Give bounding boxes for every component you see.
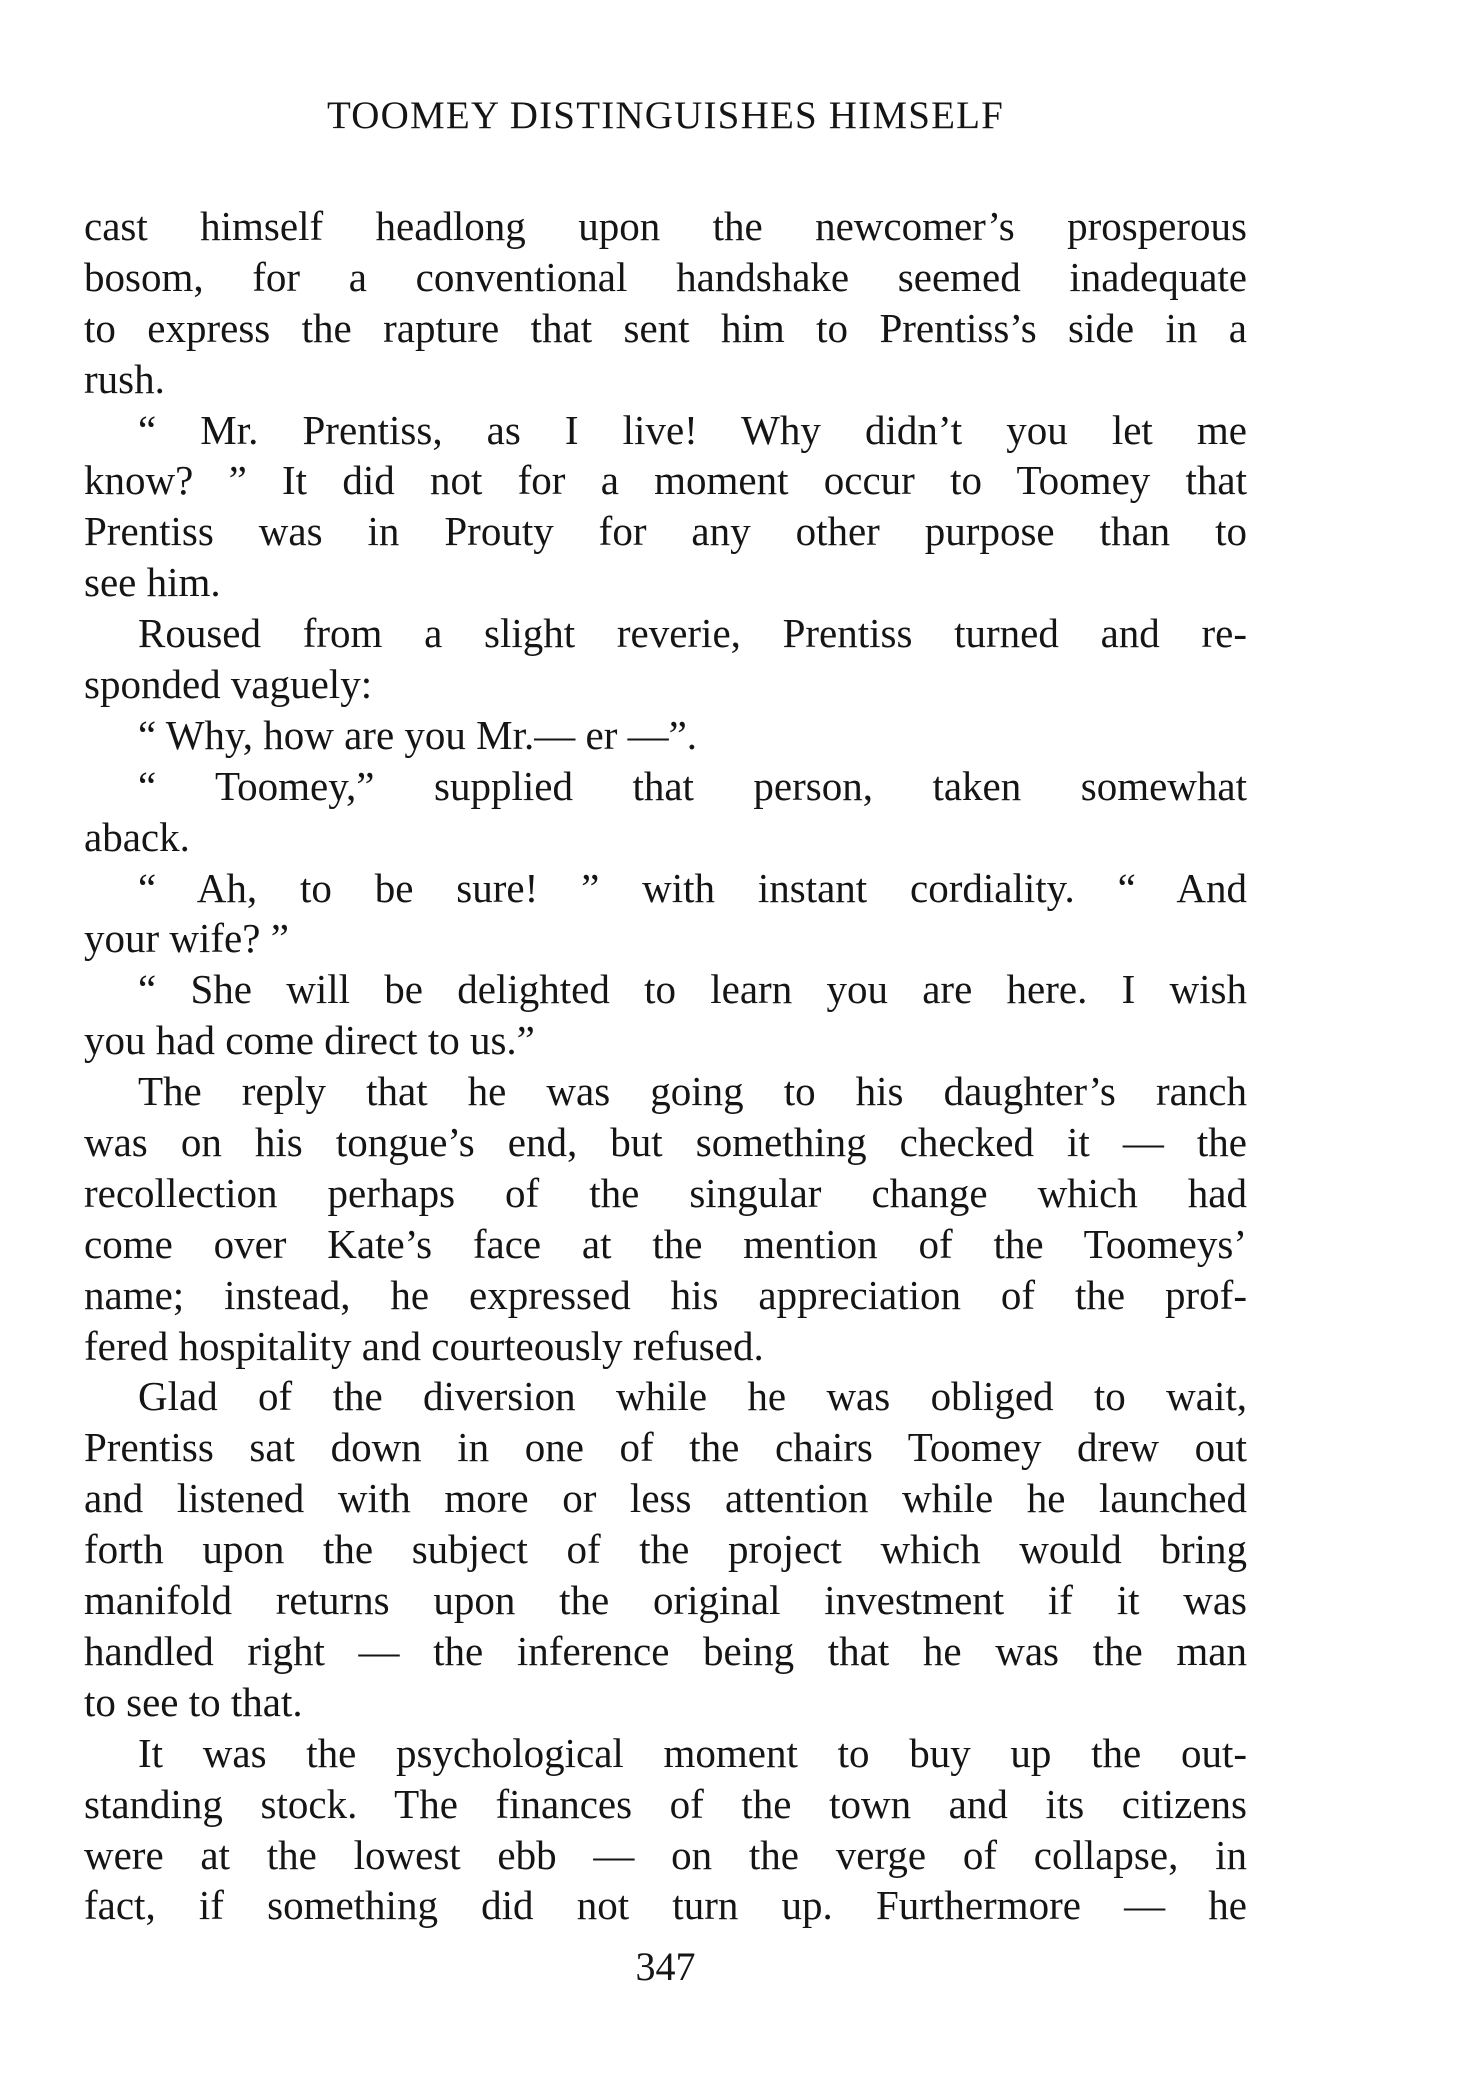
text-line: to express the rapture that sent him to Prentiss’s side in a <box>84 304 1247 351</box>
text-line: you had come direct to us.” <box>84 1017 535 1064</box>
text-line: “ Mr. Prentiss, as I live! Why didn’t you let me <box>138 406 1247 453</box>
text-line: “ Ah, to be sure! ” with instant cordiality. “ And <box>138 864 1247 911</box>
text-line: know? ” It did not for a moment occur to Toomey that <box>84 457 1247 504</box>
text-line: Prentiss sat down in one of the chairs Toomey drew out <box>84 1424 1247 1471</box>
text-line: It was the psychological moment to buy up the out- <box>138 1729 1247 1776</box>
text-line: aback. <box>84 813 190 860</box>
text-line: sponded vaguely: <box>84 661 373 708</box>
text-line: Glad of the diversion while he was obliged to wait, <box>138 1373 1247 1420</box>
text-line: manifold returns upon the original investment if it was <box>84 1577 1247 1624</box>
text-line: “ Why, how are you Mr.— er —”. <box>138 711 698 758</box>
text-line: and listened with more or less attention while he launched <box>84 1475 1247 1522</box>
body-text <box>84 201 1247 1931</box>
text-line: Prentiss was in Prouty for any other purpose than to <box>84 508 1247 555</box>
text-line: bosom, for a conventional handshake seemed inadequate <box>84 253 1247 300</box>
text-line: your wife? ” <box>84 915 289 962</box>
running-head: TOOMEY DISTINGUISHES HIMSELF <box>326 94 1005 137</box>
text-line: fact, if something did not turn up. Furthermore — he <box>84 1882 1247 1929</box>
text-line: forth upon the subject of the project which would bring <box>84 1526 1247 1573</box>
text-line: handled right — the inference being that he was the man <box>84 1627 1247 1674</box>
book-page <box>84 86 1247 1990</box>
text-line: “ Toomey,” supplied that person, taken somewhat <box>138 762 1247 809</box>
text-line: recollection perhaps of the singular change which had <box>84 1169 1247 1216</box>
text-line: fered hospitality and courteously refused. <box>84 1322 764 1369</box>
page-number: 347 <box>635 1944 696 1990</box>
text-line: The reply that he was going to his daughter’s ranch <box>138 1068 1247 1115</box>
text-line: rush. <box>84 355 165 402</box>
text-line: “ She will be delighted to learn you are here. I wish <box>138 966 1247 1013</box>
text-line: come over Kate’s face at the mention of the Toomeys’ <box>84 1220 1247 1267</box>
text-line: see him. <box>84 559 221 606</box>
text-line: to see to that. <box>84 1678 303 1725</box>
text-line: Roused from a slight reverie, Prentiss turned and re- <box>138 610 1247 657</box>
text-line: name; instead, he expressed his appreciation of the prof- <box>84 1271 1247 1318</box>
text-line: were at the lowest ebb — on the verge of collapse, in <box>84 1831 1247 1878</box>
text-line: standing stock. The finances of the town and its citizens <box>84 1780 1247 1827</box>
text-line: was on his tongue’s end, but something checked it — the <box>84 1119 1247 1166</box>
text-line: cast himself headlong upon the newcomer’s prosperous <box>84 203 1247 249</box>
